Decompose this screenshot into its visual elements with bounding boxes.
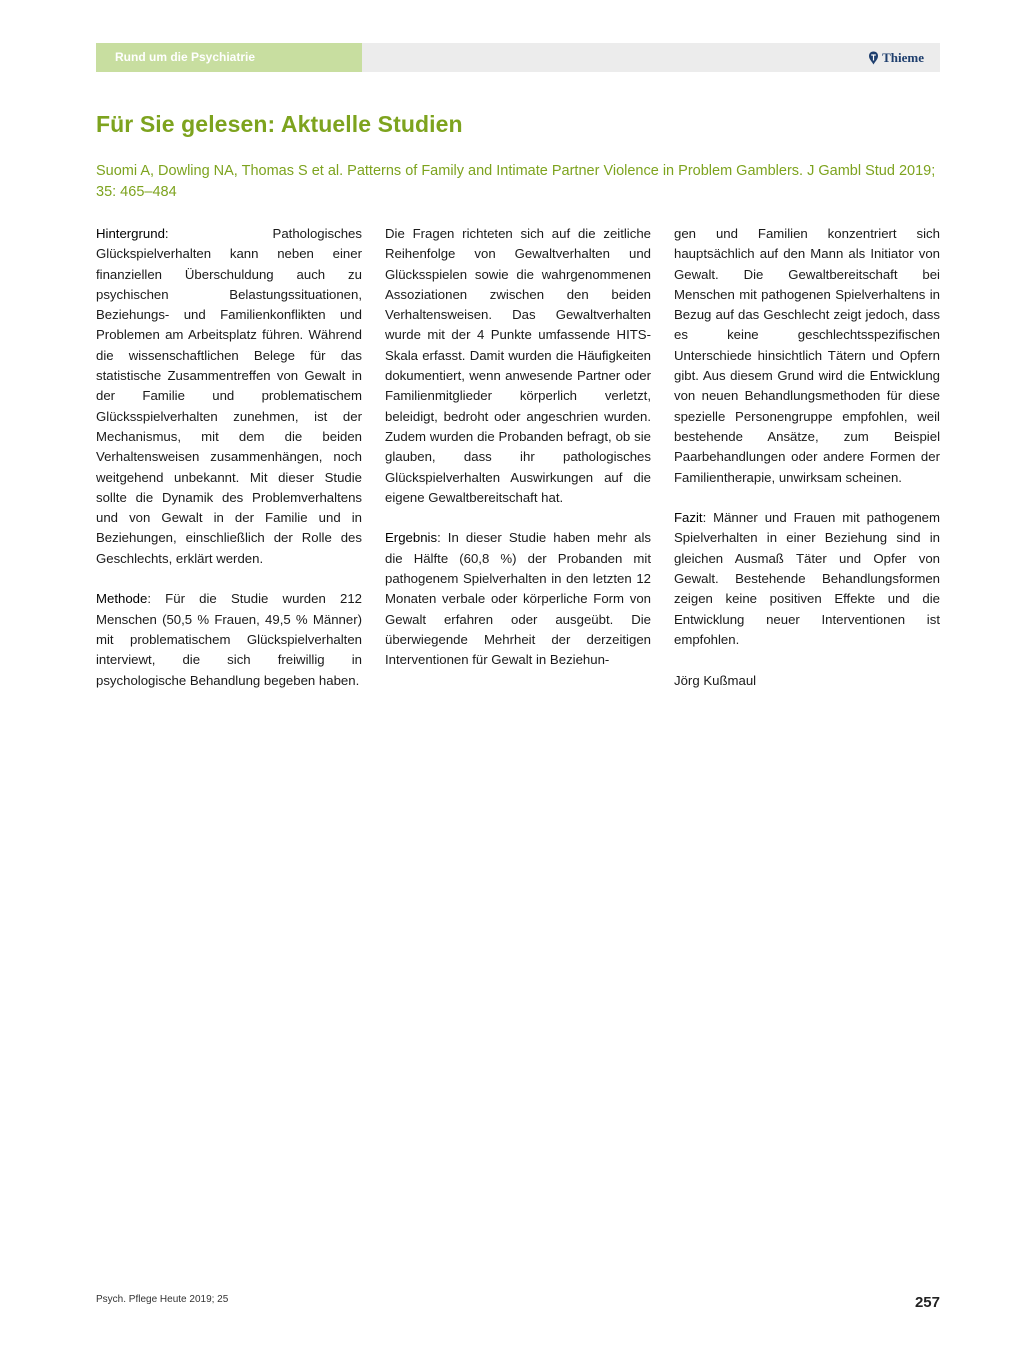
author-signature <box>674 671 940 691</box>
running-header <box>96 43 940 72</box>
study-citation: Suomi A, Dowling NA, Thomas S et al. Patterns of Family and Intimate Partner Violence in Problem Gamblers. J Gambl Stud 2019; 35: 465–484 <box>96 163 936 200</box>
journal-footer: Psych. Pflege Heute 2019; 25 <box>96 1294 229 1305</box>
paragraph-text: : Männer und Frauen mit pathogenem Spielverhalten in einer Beziehung sind in gleichen Ausmaß Täter und Opfer von Gewalt. Bestehende Behandlungsformen zeigen keine positiven Effekte und die Entwicklung neuer Interventionen ist empfohlen. <box>674 510 940 647</box>
paragraph-text: : Pathologisches Glückspielverhalten kann neben einer finanziellen Überschuldung auch zu psychischen Belastungssituationen, Beziehungs- und Familienkonflikten und Problemen am Arbeitsplatz führen. Während die wissenschaftlichen Belege für das statistische Zusammentreffen von Gewalt in der Familie und problematischem Glücksspielverhalten zunehmen, ist der Mechanismus, mit dem die beiden Verhaltensweisen zusammenhängen, noch weitgehend unbekannt. Mit dieser Studie sollte die Dynamik des Problemverhaltens und von Gewalt in der Familie und in Beziehungen, einschließlich der Rolle des Geschlechts, erklärt werden. <box>96 226 362 566</box>
thieme-logo-icon <box>868 51 879 65</box>
page-title: Für Sie gelesen: Aktuelle Studien <box>96 111 463 137</box>
column-1 <box>96 224 362 711</box>
paragraph-conclusion <box>674 508 940 650</box>
section-label: Rund um die Psychiatrie <box>96 43 362 72</box>
publisher-logo <box>868 43 924 72</box>
column-2 <box>385 224 651 711</box>
column-3 <box>674 224 940 711</box>
section-keyword: Hintergrund <box>96 226 165 241</box>
page-number: 257 <box>914 1294 940 1311</box>
paragraph-background <box>96 224 362 569</box>
paragraph-method <box>96 589 362 690</box>
paragraph-result-continued <box>674 224 940 488</box>
section-keyword: Methode <box>96 591 148 607</box>
article-body <box>96 224 940 711</box>
paragraph-result <box>385 528 651 670</box>
publisher-name: Thieme <box>882 50 924 65</box>
section-keyword: Ergebnis <box>385 530 438 546</box>
paragraph-method-continued <box>385 224 651 508</box>
paragraph-text: : Für die Studie wurden 212 Menschen (50,5 % Frauen, 49,5 % Männer) mit problematischem Glückspielverhalten interviewt, die sich freiwillig in psychologische Behandlung begeben haben. <box>96 591 362 688</box>
paragraph-text: Die Fragen richteten sich auf die zeitliche Reihenfolge von Gewaltverhalten und Glücksspielen sowie die wahrgenommenen Assoziationen zwischen den beiden Verhaltensweisen. Das Gewaltverhalten wurde mit der 4 Punkte umfassende HITS-Skala erfasst. Damit wurden die Häufigkeiten dokumentiert, wenn anwesende Partner oder Familienmitglieder körperlich verletzt, beleidigt, bedroht oder angeschrien wurden. Zudem wurden die Probanden befragt, ob sie glauben, dass ihr pathologisches Glückspielverhalten Auswirkungen auf die eigene Gewaltbereitschaft hat. <box>385 226 651 505</box>
author-name: Jörg Kußmaul <box>674 672 757 688</box>
section-keyword: Fazit <box>674 510 703 526</box>
paragraph-text: gen und Familien konzentriert sich hauptsächlich auf den Mann als Initiator von Gewalt. Die Gewaltbereitschaft bei Menschen mit pathogenen Spielverhaltens in Bezug auf das Geschlecht zeigt jedoch, dass es keine geschlechtsspezifischen Unterschiede hinsichtlich Tätern und Opfern gibt. Aus diesem Grund wird die Entwicklung von neuen Behandlungsmethoden für diese spezielle Personengruppe empfohlen, weil bestehende Ansätze, zum Beispiel Paarbehandlungen oder andere Formen der Familientherapie, unwirksam scheinen. <box>674 226 940 485</box>
paragraph-text: : In dieser Studie haben mehr als die Hälfte (60,8 %) der Probanden mit pathogenem Spielverhalten in den letzten 12 Monaten verbale oder körperliche Form von Gewalt erfahren oder ausgeübt. Die überwiegende Mehrheit der derzeitigen Interventionen für Gewalt in Beziehun- <box>385 530 651 668</box>
